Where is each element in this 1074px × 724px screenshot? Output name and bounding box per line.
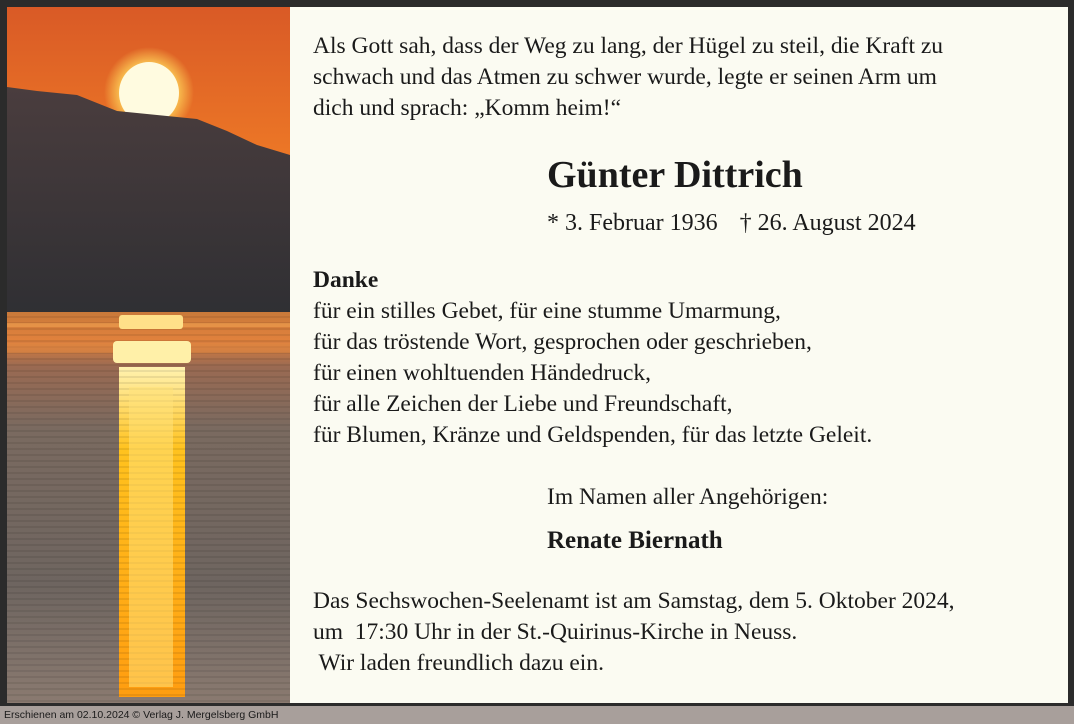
notice-line: Das Sechswochen-Seelenamt ist am Samstag, dem 5. Oktober 2024, [313,588,955,614]
notice-card [290,7,1068,703]
verse-line: Als Gott sah, dass der Weg zu lang, der Hügel zu steil, die Kraft zu [313,33,944,59]
thanks-line: für Blumen, Kränze und Geldspenden, für das letzte Geleit. [313,422,873,448]
thanks-heading: Danke [313,267,379,293]
death-date: † 26. August 2024 [739,210,916,236]
publication-footer [0,706,1074,724]
sunset-photo [7,7,290,703]
verse [313,31,943,124]
thanks-line: für alle Zeichen der Liebe und Freundschaft, [313,391,733,417]
notice-line: um 17:30 Uhr in der St.-Quirinus-Kirche in Neuss. [313,619,798,645]
service-notice [313,586,955,679]
notice-line: Wir laden freundlich dazu ein. [313,650,604,676]
thanks-block [313,265,872,451]
thanks-line: für ein stilles Gebet, für eine stumme Umarmung, [313,298,781,324]
birth-date: * 3. Februar 1936 [547,210,718,236]
thanks-line: für einen wohltuenden Händedruck, [313,360,652,386]
on-behalf-text: Im Namen aller Angehörigen: [547,484,829,510]
sun-reflection [113,315,191,697]
signer-name: Renate Biernath [547,527,723,554]
verse-line: dich und sprach: „Komm heim!“ [313,95,622,121]
deceased-name: Günter Dittrich [547,154,803,196]
verse-line: schwach und das Atmen zu schwer wurde, legte er seinen Arm um [313,64,937,90]
thanks-line: für das tröstende Wort, gesprochen oder geschrieben, [313,329,812,355]
footer-text: Erschienen am 02.10.2024 © Verlag J. Mergelsberg GmbH [4,709,279,721]
life-dates [547,207,916,239]
